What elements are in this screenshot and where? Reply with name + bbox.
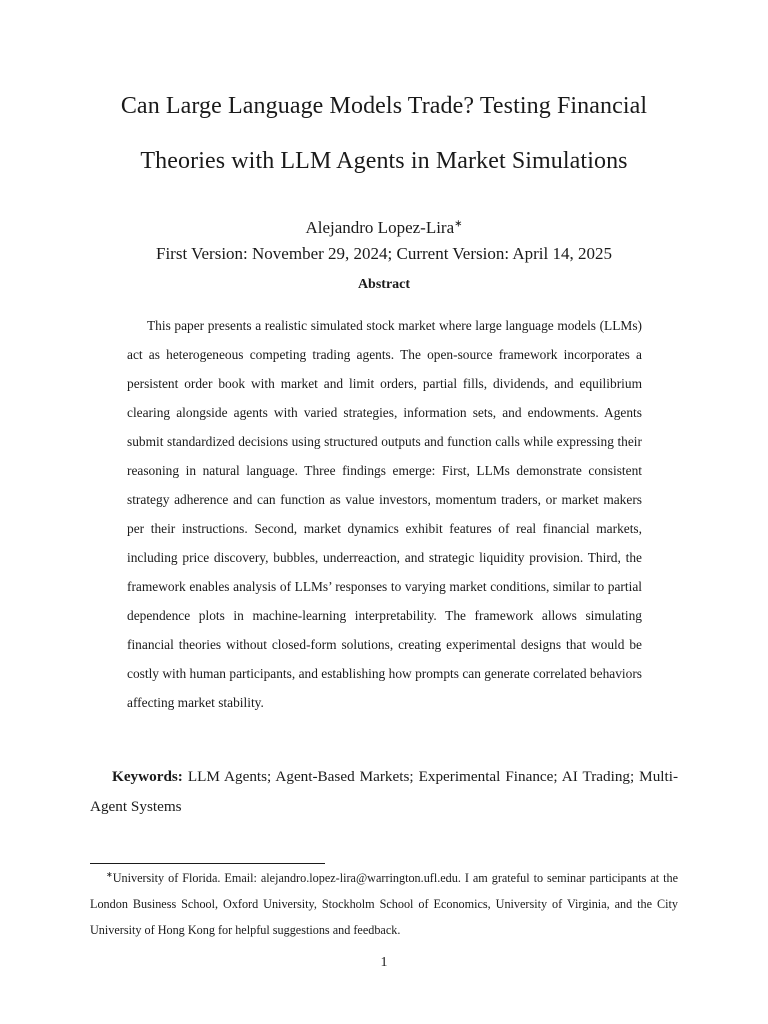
- keywords-text: LLM Agents; Agent-Based Markets; Experimental Finance; AI Trading; Multi-Agent Systems: [90, 768, 678, 815]
- footnote-text: University of Florida. Email: alejandro.lopez-lira@warrington.ufl.edu. I am grateful to seminar participants at the London Business School, Oxford University, Stockholm School of Economics, University of Virginia, and the City University of Hong Kong for helpful suggestions and feedback.: [90, 871, 678, 938]
- footnote-mark: ∗: [106, 870, 113, 879]
- author-footnote: [90, 862, 678, 943]
- version-dates: First Version: November 29, 2024; Current Version: April 14, 2025: [156, 244, 612, 263]
- abstract-heading: Abstract: [357, 277, 411, 292]
- author-line: [0, 218, 768, 238]
- paper-title-line-2: Theories with LLM Agents in Market Simulations: [140, 148, 628, 174]
- author-name: Alejandro Lopez-Lira: [305, 218, 455, 237]
- keywords-label: Keywords:: [112, 768, 183, 785]
- paper-title-line-1: Can Large Language Models Trade? Testing Financial: [120, 93, 648, 119]
- page-number: 1: [380, 955, 388, 970]
- abstract-text: This paper presents a realistic simulated stock market where large language models (LLMs) act as heterogeneous competing trading agents. The open-source framework incorporates a persistent order book with market and limit orders, partial fills, dividends, and equilibrium clearing alongside agents with varied strategies, information sets, and endowments. Agents submit standardized decisions using structured outputs and function calls while expressing their reasoning in natural language. Three findings emerge: First, LLMs demonstrate consistent strategy adherence and can function as value investors, momentum traders, or market makers per their instructions. Second, market dynamics exhibit features of real financial markets, including price discovery, bubbles, underreaction, and strategic liquidity provision. Third, the framework enables analysis of LLMs’ responses to varying market conditions, similar to partial dependence plots in machine-learning interpretability. The framework allows simulating financial theories without closed-form solutions, creating experimental designs that would be costly with human participants, and establishing how prompts can generate correlated behaviors affecting market stability.: [127, 318, 642, 710]
- author-footnote-mark: ∗: [454, 218, 463, 230]
- keywords-paragraph: [90, 762, 678, 822]
